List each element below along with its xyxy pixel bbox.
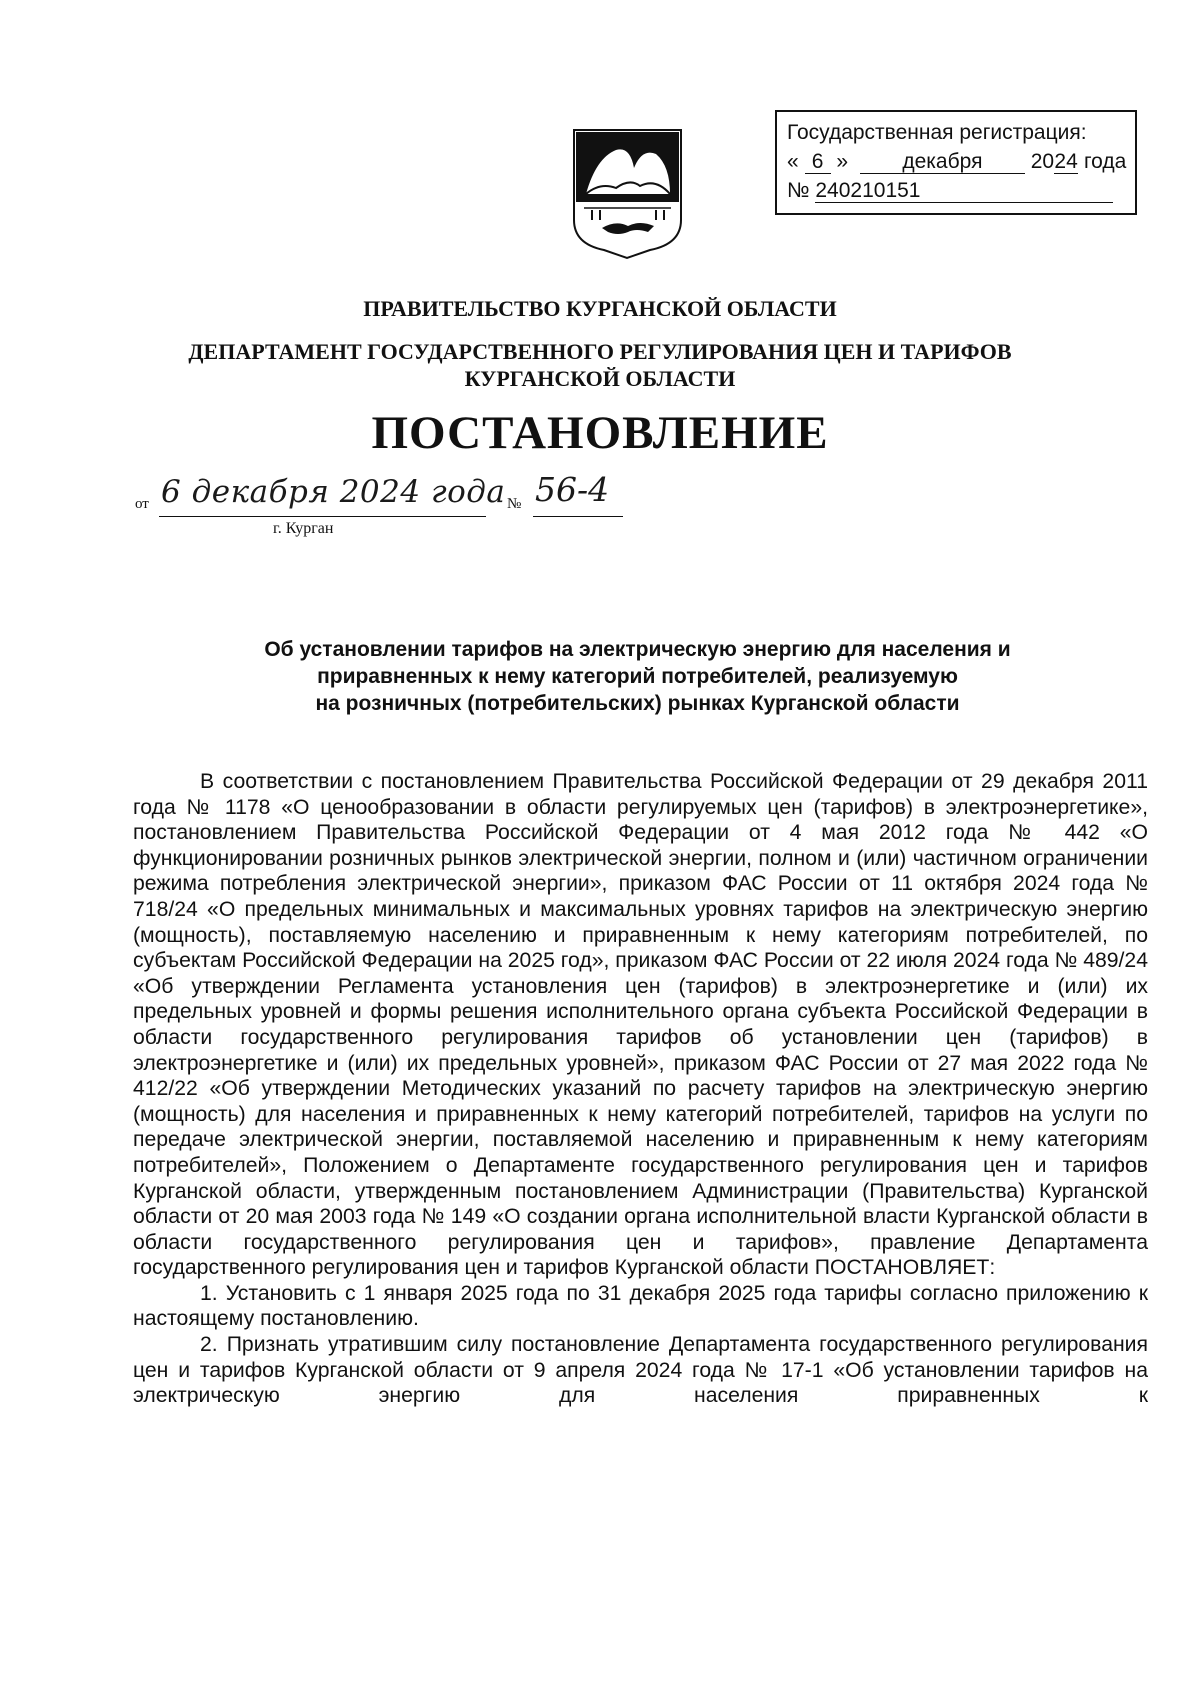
subject-line-1: Об установлении тарифов на электрическую энергию для населения и (264, 638, 1011, 661)
registration-date (787, 147, 1125, 176)
item-2-paragraph: 2. Признать утратившим силу постановление Департамента государственного регулирования цен и тарифов Курганской области от 9 апреля 2024 года № 17-1 «Об установлении тарифов на электрическую энергию для населения приравненных к (133, 1333, 1148, 1408)
registration-quote-close: » (836, 150, 849, 173)
department-name (0, 338, 1200, 392)
handwritten-date: 6 декабря 2024 года (161, 474, 506, 510)
preamble-paragraph: В соответствии с постановлением Правительства Российской Федерации от 29 декабря 2011 года № 1178 «О ценообразовании в области регулируемых цен (тарифов) в электроэнергетике», постановлением Правительства Российской Федерации от 4 мая 2012 года № 442 «О функционировании розничных рынков электрической энергии, полном и (или) частичном ограничении режима потребления электрической энергии», приказом ФАС России от 11 октября 2024 года № 718/24 «О предельных минимальных и максимальных уровнях тарифов на электрическую энергию (мощность), поставляемую населению и приравненным к нему категориям потребителей, по субъектам Российской Федерации на 2025 год», приказом ФАС России от 22 июля 2024 года № 489/24 «Об утверждении Регламента установления цен (тарифов) в электроэнергетике и (или) их предельных уровней и формы решения исполнительного органа субъекта Российской Федерации в области государственного регулирования тарифов об установлении цен (тарифов) в электроэнергетике и (или) их предельных уровней», приказом ФАС России от 27 мая 2022 года № 412/22 «Об утверждении Методических указаний по расчету тарифов на электрическую энергию (мощность) для населения и приравненных к нему категорий потребителей, тарифов на услуги по передаче электрической энергии, поставляемой населению и приравненным к нему категориям потребителей», Положением о Департаменте государственного регулирования цен и тарифов Курганской области, утвержденным постановлением Администрации (Правительства) Курганской области от 20 мая 2003 года № 149 «О создании органа исполнительной власти Курганской области в области государственного регулирования цен и тарифов», правление Департамента государственного регулирования цен и тарифов Курганской области ПОСТАНОВЛЯЕТ: (133, 770, 1148, 1280)
registration-quote-open: « (787, 150, 799, 173)
document-type-title: ПОСТАНОВЛЕНИЕ (371, 407, 829, 459)
number-label: № (507, 496, 522, 512)
registration-year-prefix: 20 (1030, 150, 1055, 173)
registration-box (775, 110, 1137, 215)
registration-month: декабря (860, 151, 1025, 174)
registration-number: 240210151 (815, 180, 1113, 203)
document-subject (180, 636, 1095, 717)
government-name: ПРАВИТЕЛЬСТВО КУРГАНСКОЙ ОБЛАСТИ (363, 296, 837, 321)
registration-year-word: года (1083, 150, 1127, 173)
item-1-paragraph: 1. Установить с 1 января 2025 года по 31 декабря 2025 года тарифы согласно приложению к настоящему постановлению. (133, 1281, 1148, 1331)
document-body (133, 769, 1148, 1409)
coat-of-arms-icon (570, 128, 685, 260)
registration-number-sign: № (787, 179, 810, 202)
department-line-2: КУРГАНСКОЙ ОБЛАСТИ (464, 366, 736, 391)
document-dateline (135, 470, 655, 538)
city: г. Курган (273, 520, 334, 537)
registration-label: Государственная регистрация: (787, 121, 1087, 144)
number-underline (533, 516, 623, 517)
department-line-1: ДЕПАРТАМЕНТ ГОСУДАРСТВЕННОГО РЕГУЛИРОВАНИЯ ЦЕН И ТАРИФОВ (188, 339, 1012, 364)
subject-line-3: на розничных (потребительских) рынках Курганской области (315, 692, 960, 715)
handwritten-number: 56-4 (535, 470, 610, 509)
date-underline (159, 516, 486, 517)
subject-line-2: приравненных к нему категорий потребителей, реализуемую (317, 665, 958, 688)
registration-year-suffix: 24 (1054, 150, 1078, 173)
registration-day: 6 (805, 151, 831, 174)
registration-number-line (787, 176, 1125, 205)
from-label: от (135, 496, 149, 512)
